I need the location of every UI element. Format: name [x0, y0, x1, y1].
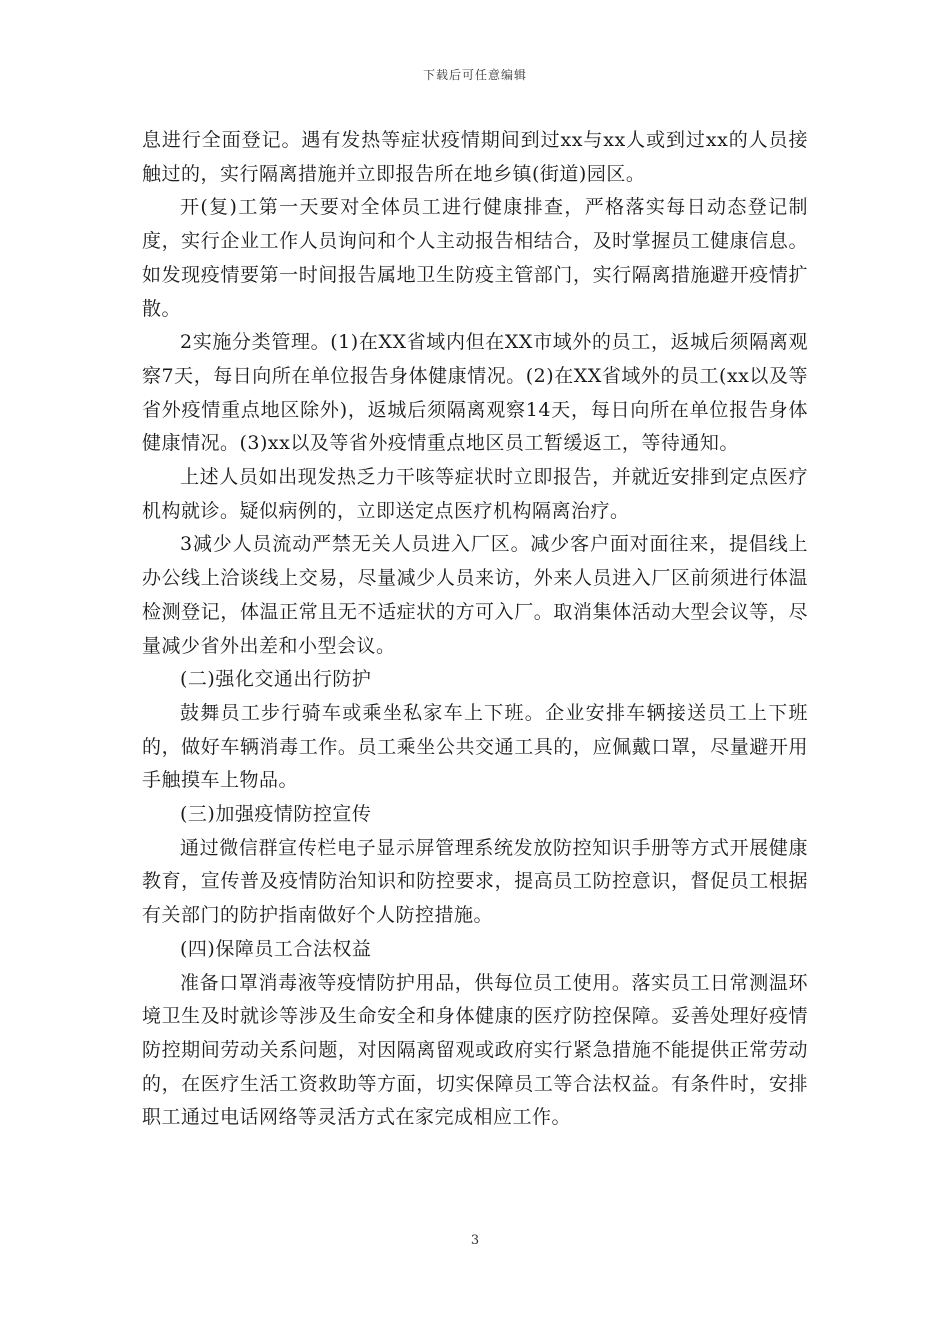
paragraph: 2实施分类管理。(1)在XX省域内但在XX市域外的员工，返城后须隔离观察7天，每日向所在单位报告身体健康情况。(2)在XX省域外的员工(xx以及等省外疫情重点地区除外)，返城后须隔离观察14天，每日向所在单位报告身体健康情况。(3)xx以及等省外疫情重点地区员工暂缓返工，等待通知。	[142, 331, 808, 455]
paragraph: 息进行全面登记。遇有发热等症状疫情期间到过xx与xx人或到过xx的人员接触过的，实行隔离措施并立即报告所在地乡镇(街道)园区。	[142, 129, 808, 185]
section-heading: (二)强化交通出行防护	[180, 668, 372, 691]
paragraph: 上述人员如出现发热乏力干咳等症状时立即报告，并就近安排到定点医疗机构就诊。疑似病例的，立即送定点医疗机构隔离治疗。	[142, 466, 808, 522]
document-body	[142, 124, 808, 1135]
paragraph: 鼓舞员工步行骑车或乘坐私家车上下班。企业安排车辆接送员工上下班的，做好车辆消毒工作。员工乘坐公共交通工具的，应佩戴口罩，尽量避开用手触摸车上物品。	[142, 701, 808, 792]
page-number: 3	[470, 1233, 480, 1248]
section-heading: (四)保障员工合法权益	[180, 937, 372, 960]
paragraph: 3减少人员流动严禁无关人员进入厂区。减少客户面对面往来，提倡线上办公线上洽谈线上交易，尽量减少人员来访，外来人员进入厂区前须进行体温检测登记，体温正常且无不适症状的方可入厂。取消集体活动大型会议等，尽量减少省外出差和小型会议。	[142, 533, 808, 657]
paragraph: 准备口罩消毒液等疫情防护用品，供每位员工使用。落实员工日常测温环境卫生及时就诊等涉及生命安全和身体健康的医疗防控保障。妥善处理好疫情防控期间劳动关系问题，对因隔离留观或政府实行紧急措施不能提供正常劳动的，在医疗生活工资救助等方面，切实保障员工等合法权益。有条件时，安排职工通过电话网络等灵活方式在家完成相应工作。	[142, 971, 808, 1129]
section-heading: (三)加强疫情防控宣传	[180, 803, 372, 826]
paragraph: 开(复)工第一天要对全体员工进行健康排查，严格落实每日动态登记制度，实行企业工作人员询问和个人主动报告相结合，及时掌握员工健康信息。如发现疫情要第一时间报告属地卫生防疫主管部门，实行隔离措施避开疫情扩散。	[142, 196, 808, 320]
paragraph: 通过微信群宣传栏电子显示屏管理系统发放防控知识手册等方式开展健康教育，宣传普及疫情防治知识和防控要求，提高员工防控意识，督促员工根据有关部门的防护指南做好个人防控措施。	[142, 836, 808, 927]
page-header: 下载后可任意编辑	[422, 68, 527, 82]
